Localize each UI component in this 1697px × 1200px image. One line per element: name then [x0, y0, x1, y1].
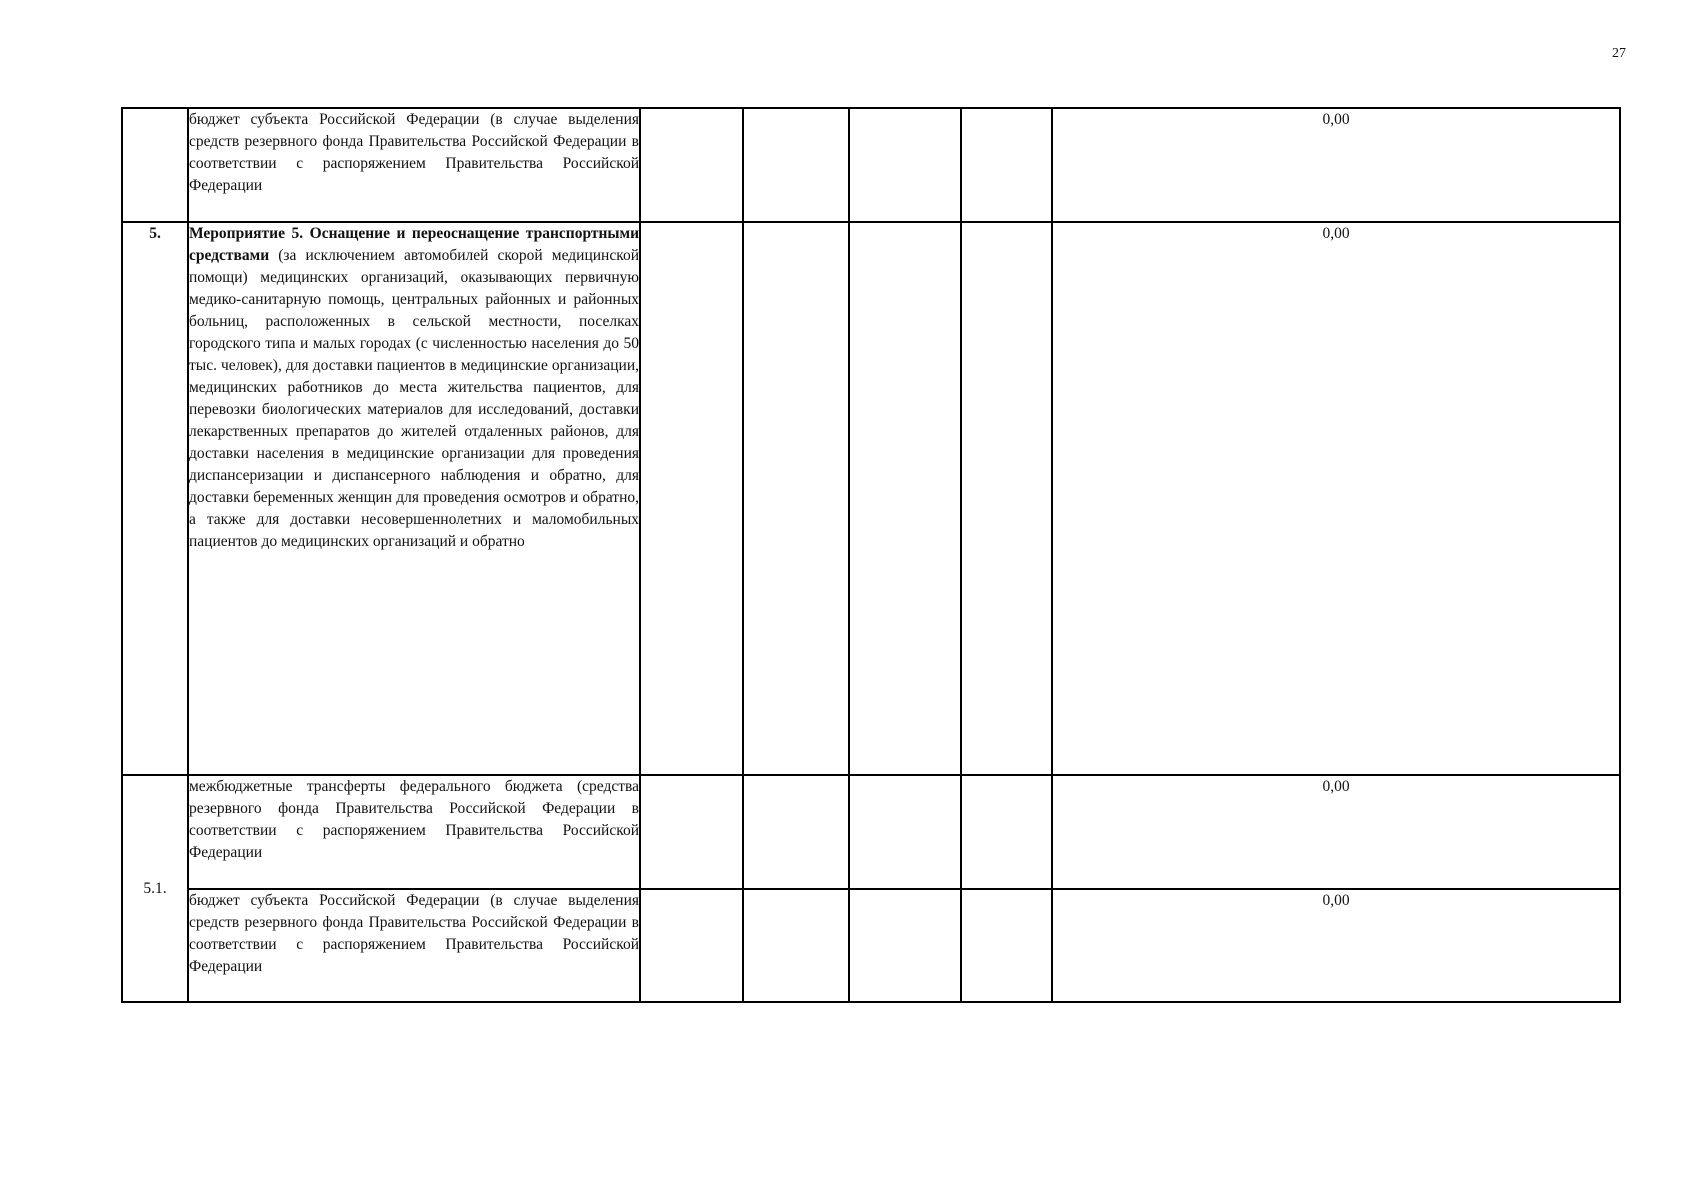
empty-cell — [849, 889, 961, 1002]
row-value: 0,00 — [1052, 222, 1620, 775]
empty-cell — [849, 775, 961, 889]
table-row — [122, 108, 1620, 222]
empty-cell — [961, 108, 1052, 222]
measures-table — [121, 107, 1621, 1003]
empty-cell — [743, 222, 849, 775]
row-description: бюджет субъекта Российской Федерации (в случае выделения средств резервного фонда Правительства Российской Федерации в соответствии с распоряжением Правительства Российской Федерации — [188, 108, 640, 222]
row-description: межбюджетные трансферты федерального бюджета (средства резервного фонда Правительства Российской Федерации в соответствии с распоряжением Правительства Российской Федерации — [188, 775, 640, 889]
row-description — [188, 222, 640, 775]
empty-cell — [849, 108, 961, 222]
row-number: 5.1. — [122, 775, 188, 1002]
page-number: 27 — [1612, 46, 1626, 61]
empty-cell — [640, 222, 743, 775]
empty-cell — [640, 889, 743, 1002]
table-row — [122, 889, 1620, 1002]
empty-cell — [640, 775, 743, 889]
empty-cell — [743, 889, 849, 1002]
table-row — [122, 775, 1620, 889]
empty-cell — [961, 222, 1052, 775]
empty-cell — [743, 775, 849, 889]
measure-text: (за исключением автомобилей скорой медицинской помощи) медицинских организаций, оказывающих первичную медико-санитарную помощь, центральных районных и районных больниц, расположенных в сельской местности, поселках городского типа и малых городах (с численностью населения до 50 тыс. человек), для доставки пациентов в медицинские организации, медицинских работников до места жительства пациентов, для перевозки биологических материалов для исследований, доставки лекарственных препаратов до жителей отдаленных районов, для доставки населения в медицинские организации для проведения диспансеризации и диспансерного наблюдения и обратно, для доставки беременных женщин для проведения осмотров и обратно, а также для доставки несовершеннолетних и маломобильных пациентов до медицинских организаций и обратно — [189, 247, 639, 550]
row-value: 0,00 — [1052, 775, 1620, 889]
row-number: 5. — [122, 222, 188, 775]
empty-cell — [743, 108, 849, 222]
row-value: 0,00 — [1052, 889, 1620, 1002]
measure-title: Мероприятие 5. Оснащение и переоснащение транспортными средствами — [189, 225, 639, 264]
empty-cell — [640, 108, 743, 222]
empty-cell — [961, 889, 1052, 1002]
empty-cell — [849, 222, 961, 775]
row-description: бюджет субъекта Российской Федерации (в случае выделения средств резервного фонда Правительства Российской Федерации в соответствии с распоряжением Правительства Российской Федерации — [188, 889, 640, 1002]
row-number — [122, 108, 188, 222]
row-value: 0,00 — [1052, 108, 1620, 222]
empty-cell — [961, 775, 1052, 889]
table-row — [122, 222, 1620, 775]
